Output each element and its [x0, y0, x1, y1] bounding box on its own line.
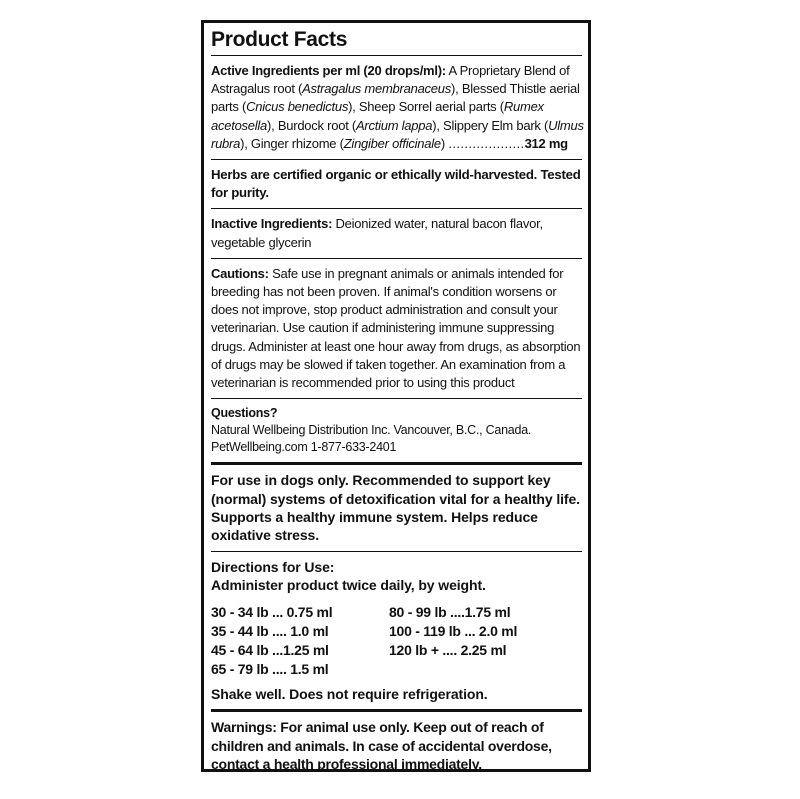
ingredient-text: ...................: [448, 135, 525, 151]
inactive-text: Deionized water, natural bacon flavor, vegetable glycerin: [211, 216, 543, 250]
latin-name: rubra: [211, 135, 241, 151]
dose-row: 65 - 79 lb .... 1.5 ml: [211, 660, 329, 677]
dose-row: 35 - 44 lb .... 1.0 ml: [211, 622, 329, 639]
warnings-section: [211, 709, 582, 780]
cautions-label: Cautions:: [211, 265, 269, 281]
inactive-label: Inactive Ingredients:: [211, 216, 333, 232]
ingredient-text: ), Burdock root (: [267, 117, 356, 133]
product-facts-panel: [201, 20, 591, 772]
latin-name: acetosella: [211, 117, 268, 133]
latin-name: Arctium lappa: [356, 117, 433, 133]
dosage-table: [211, 603, 582, 679]
company-address: Natural Wellbeing Distribution Inc. Vancouver, B.C., Canada.: [211, 423, 532, 438]
ingredient-text: parts (: [211, 99, 247, 115]
questions-label: Questions?: [211, 406, 278, 421]
dose-row: 120 lb + .... 2.25 ml: [389, 641, 507, 658]
latin-name: Astragalus membranaceus: [302, 81, 452, 97]
ingredient-text: ): [440, 135, 449, 151]
ingredient-text: ), Sheep Sorrel aerial parts (: [348, 99, 504, 115]
ingredient-text: A Proprietary Blend of: [445, 63, 570, 78]
cautions-section: [211, 258, 582, 398]
website-phone: PetWellbeing.com 1-877-633-2401: [211, 440, 397, 455]
active-ingredients-line: [211, 80, 582, 98]
active-ingredients-section: [211, 55, 582, 159]
dose-row: 80 - 99 lb ....1.75 ml: [389, 603, 511, 620]
panel-title: Product Facts: [211, 28, 348, 51]
warnings-text: For animal use only. Keep out of reach of children and animals. In case of accidental overdose, contact a health professional immediately.: [211, 719, 552, 773]
active-ingredients-line: [211, 62, 582, 80]
certified-statement: [211, 159, 582, 208]
dose-row: 100 - 119 lb ... 2.0 ml: [389, 622, 518, 639]
directions-section: [211, 551, 582, 709]
shake-statement: Shake well. Does not require refrigeration.: [211, 685, 488, 702]
ingredient-text: ), Blessed Thistle aerial: [451, 81, 580, 97]
cautions-text: Safe use in pregnant animals or animals intended for breeding has not been proven. If animal's condition worsens or does not improve, stop product administration and consult your veterinarian. Use caution if administering immune suppressing drugs. Administer at least one hour away from drugs, as absorption of drugs may be slowed if taken together. An examination from a veterinarian is recommended prior to using this product: [211, 265, 581, 391]
latin-name: Zingiber officinale: [343, 135, 441, 151]
ingredient-emphasis: 312 mg: [524, 135, 568, 151]
certified-text: Herbs are certified organic or ethically wild-harvested. Tested for purity.: [211, 167, 581, 201]
active-ingredients-line: [211, 117, 582, 135]
ingredient-text: ), Ginger rhizome (: [240, 135, 344, 151]
active-ingredients-line: [211, 98, 582, 116]
latin-name: Ulmus: [548, 117, 584, 133]
warnings-label: Warnings:: [211, 719, 277, 736]
questions-section: [211, 398, 582, 462]
dose-row: [389, 660, 579, 679]
ingredient-text: ), Slippery Elm bark (: [432, 117, 549, 133]
latin-name: Cnicus benedictus: [246, 99, 349, 115]
dose-row: 45 - 64 lb ...1.25 ml: [211, 641, 329, 658]
use-statement-section: [211, 462, 582, 551]
dose-row: 30 - 34 lb ... 0.75 ml: [211, 603, 333, 620]
latin-name: Rumex: [503, 99, 544, 115]
directions-subtitle: Administer product twice daily, by weight.: [211, 577, 486, 594]
ingredient-text: Astragalus root (: [211, 81, 303, 97]
use-statement-text: For use in dogs only. Recommended to support key (normal) systems of detoxification vital for a healthy life. Supports a healthy immune system. Helps reduce oxidative stress.: [211, 472, 580, 544]
directions-title: Directions for Use:: [211, 558, 335, 575]
inactive-ingredients-section: [211, 208, 582, 257]
active-ingredients-line: [211, 135, 582, 153]
ingredient-emphasis: Active Ingredients per ml (20 drops/ml):: [211, 63, 446, 78]
